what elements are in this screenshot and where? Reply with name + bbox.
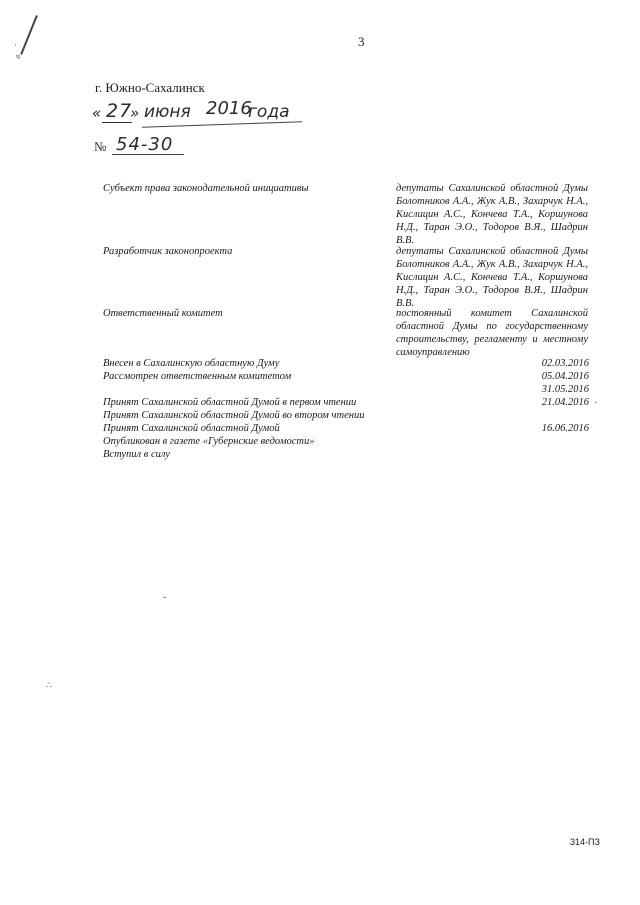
history-label: Принят Сахалинской областной Думой во втором чтении — [103, 410, 365, 421]
history-label: Рассмотрен ответственным комитетом — [103, 371, 292, 382]
history-date: 21.04.2016 — [541, 397, 589, 408]
history-row — [103, 396, 589, 409]
date-underline — [142, 121, 302, 128]
date-day: 27 — [106, 100, 133, 122]
scan-speck: ч — [16, 52, 21, 61]
date-year: 2016 — [206, 98, 252, 119]
number-symbol: № — [94, 139, 107, 154]
handwritten-date — [92, 100, 312, 128]
history-row — [103, 448, 589, 461]
history-label: Внесен в Сахалинскую областную Думу — [103, 358, 280, 369]
scan-speck: ∴ — [46, 680, 52, 690]
date-close-quote: » — [130, 104, 140, 122]
history-row — [103, 370, 589, 383]
scan-speck: ˇ — [163, 596, 167, 607]
date-suffix: года — [248, 102, 290, 122]
history-label: Опубликован в газете «Губернские ведомости» — [103, 436, 315, 447]
developer-label: Разработчик законопроекта — [103, 246, 233, 257]
history-date: 31.05.2016 — [541, 384, 589, 395]
history-label: Вступил в силу — [103, 449, 170, 460]
subject-label: Субъект права законодательной инициативы — [103, 183, 309, 194]
legislative-history — [103, 357, 589, 461]
developer-value: депутаты Сахалинской областной Думы Болотников А.А., Жук А.В., Захарчук Н.А., Кислицин А.С., Кончева Т.А., Коршунова Н.Д., Таран Э.О., Тодоров В.Я., Шадрин В.В. — [396, 246, 588, 309]
history-label: Принят Сахалинской областной Думой — [103, 423, 280, 434]
history-label: Принят Сахалинской областной Думой в первом чтении — [103, 397, 357, 408]
pen-stroke-mark — [20, 15, 38, 55]
number-value: 54-30 — [116, 134, 174, 155]
committee-label: Ответственный комитет — [103, 308, 223, 319]
date-day-underline — [102, 122, 132, 123]
subject-value: депутаты Сахалинской областной Думы Болотников А.А., Жук А.В., Захарчук Н.А., Кислицин А.С., Кончева Т.А., Коршунова Н.Д., Таран Э.О., Тодоров В.Я., Шадрин В.В. — [396, 183, 588, 246]
scan-speck: · — [594, 398, 598, 409]
handwritten-number — [94, 134, 214, 158]
page-number: 3 — [358, 34, 365, 49]
history-row — [103, 383, 589, 396]
committee-value: постоянный комитет Сахалинской областной Думы по государственному строительству, регламенту и местному самоуправлению — [396, 308, 588, 358]
history-row — [103, 357, 589, 370]
date-open-quote: « — [92, 104, 102, 122]
scan-speck: · — [14, 40, 17, 50]
history-row — [103, 435, 589, 448]
history-row — [103, 422, 589, 435]
date-month: июня — [144, 102, 191, 122]
history-date: 02.03.2016 — [541, 358, 589, 369]
history-date: 05.04.2016 — [541, 371, 589, 382]
history-date: 16.06.2016 — [541, 423, 589, 434]
city-line: г. Южно-Сахалинск — [95, 80, 205, 95]
document-code: 314-ПЗ — [570, 837, 600, 847]
number-underline — [112, 154, 184, 155]
history-row — [103, 409, 589, 422]
